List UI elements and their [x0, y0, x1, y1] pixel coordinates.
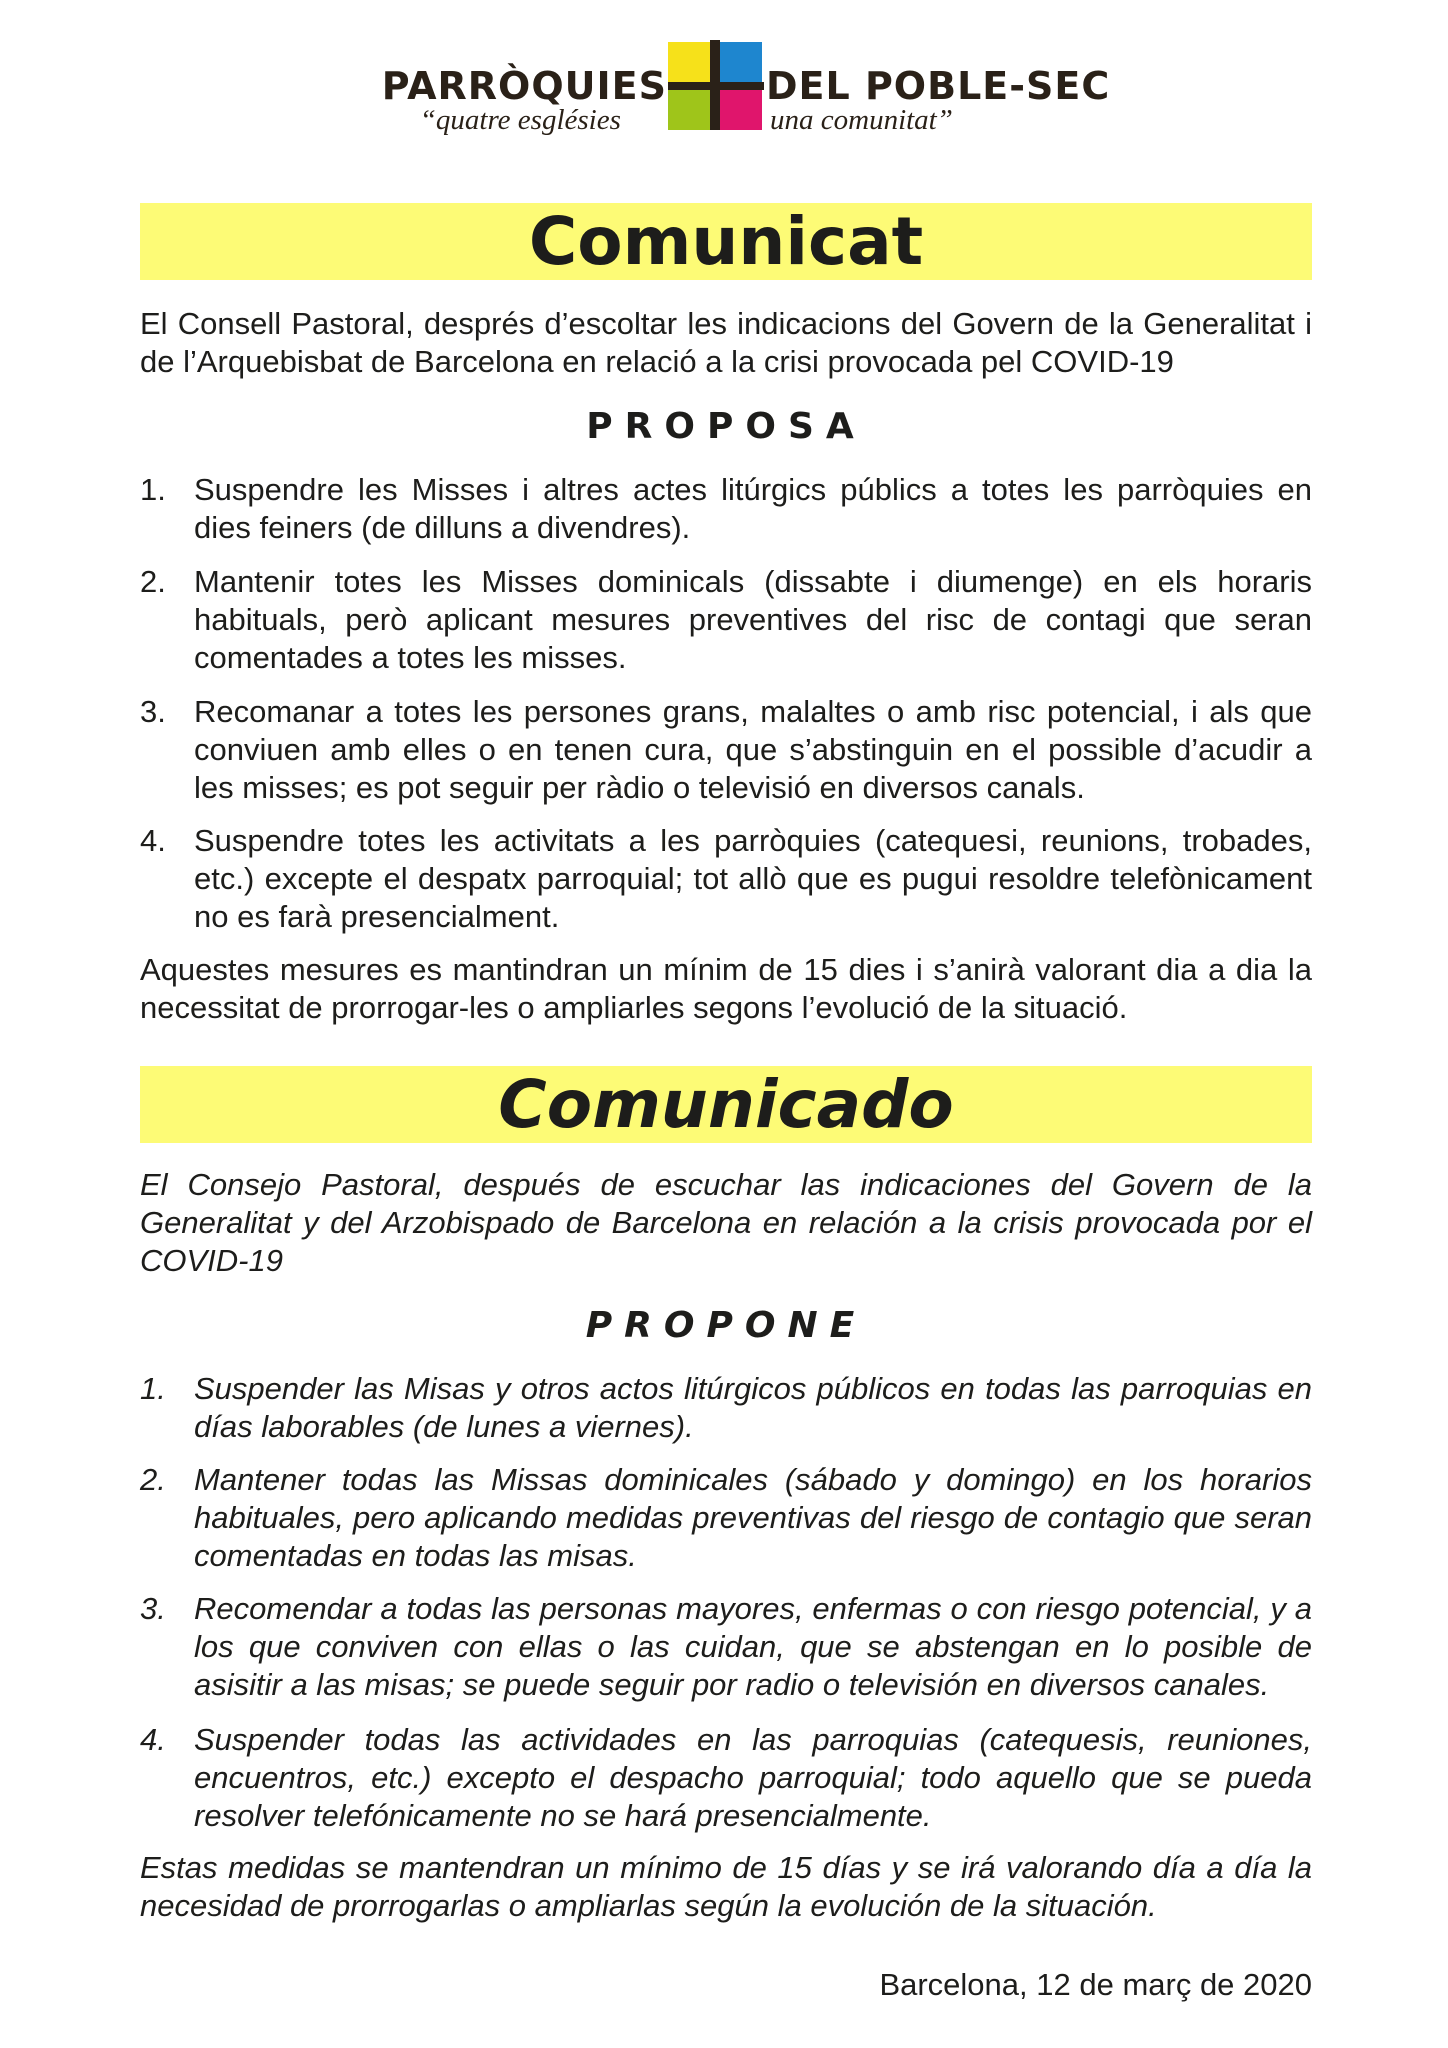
catalan-title: Comunicat	[528, 203, 924, 280]
item-text: Recomanar a totes les persones grans, malaltes o amb risc potencial, i als que conviuen amb elles o en tenen cura, que s’abstinguin en el possible d’acudir a les misses; es pot seguir per ràdio o televisió en diversos canals.	[194, 694, 1312, 805]
logo-blue-square	[720, 42, 762, 82]
cross-horizontal-bar	[668, 82, 764, 90]
logo-green-square	[668, 90, 710, 130]
item-number: 3.	[140, 694, 166, 729]
catalan-closing: Aquestes mesures es mantindran un mínim de 15 dies i s’anirà valorant dia a dia la necessitat de prorrogar-les o ampliarles segons l’evolució de la situació.	[140, 952, 1312, 1025]
catalan-title-banner	[140, 203, 1312, 280]
logo-left-tagline: “quatre esglésies	[419, 104, 621, 136]
spanish-closing: Estas medidas se mantendran un mínimo de 15 días y se irá valorando día a día la necesidad de prorrogarlas o ampliarlas según la evolución de la situación.	[140, 1850, 1312, 1923]
item-number: 2.	[140, 1462, 166, 1497]
catalan-heading: PROPOSA	[586, 406, 866, 447]
dateline: Barcelona, 12 de març de 2020	[879, 1967, 1312, 2002]
logo-right-tagline: una comunitat”	[770, 104, 953, 136]
item-text: Recomendar a todas las personas mayores, enfermas o con riesgo potencial, y a los que conviven con ellas o las cuidan, que se abstengan en lo posible de asisitir a las misas; se puede seguir por radio o televisión en diversos canales.	[194, 1591, 1312, 1702]
item-text: Suspendre totes les activitats a les parròquies (catequesi, reunions, trobades, etc.) excepte el despatx parroquial; tot allò que es pugui resoldre telefònicament no es farà presencialment.	[194, 823, 1312, 934]
spanish-heading: PROPONE	[585, 1305, 867, 1346]
item-number: 3.	[140, 1591, 166, 1626]
item-text: Suspender todas las actividades en las parroquias (catequesis, reuniones, encuentros, etc.) excepto el despacho parroquial; todo aquello que se pueda resolver telefónicamente no se hará presencialmente.	[194, 1722, 1312, 1833]
logo-yellow-square	[668, 42, 710, 82]
logo-right-block	[766, 66, 1110, 134]
item-number: 1.	[140, 472, 166, 507]
item-number: 1.	[140, 1371, 166, 1406]
cross-icon	[668, 40, 764, 130]
logo-magenta-square	[720, 90, 762, 130]
item-number: 2.	[140, 564, 166, 599]
parish-logo	[0, 40, 1448, 140]
spanish-intro: El Consejo Pastoral, después de escuchar las indicaciones del Govern de la Generalitat y del Arzobispado de Barcelona en relación a la crisis provocada por el COVID-19	[140, 1167, 1312, 1278]
item-text: Mantenir totes les Misses dominicals (dissabte i diumenge) en els horaris habituals, però aplicant mesures preventives del risc de contagi que seran comentades a totes les misses.	[194, 564, 1312, 675]
logo-right-word: DEL POBLE-SEC	[766, 64, 1111, 108]
item-text: Suspender las Misas y otros actos litúrgicos públicos en todas las parroquias en días laborables (de lunes a viernes).	[194, 1371, 1312, 1444]
item-number: 4.	[140, 823, 166, 858]
spanish-title-banner	[140, 1066, 1312, 1143]
item-number: 4.	[140, 1722, 166, 1757]
logo-left-block	[382, 66, 667, 134]
logo-left-word: PARRÒQUIES	[381, 64, 667, 108]
catalan-intro: El Consell Pastoral, després d’escoltar les indicacions del Govern de la Generalitat i de l’Arquebisbat de Barcelona en relació a la crisi provocada pel COVID-19	[140, 306, 1312, 379]
item-text: Suspendre les Misses i altres actes litúrgics públics a totes les parròquies en dies feiners (de dilluns a divendres).	[194, 472, 1312, 545]
spanish-title: Comunicado	[498, 1066, 954, 1143]
item-text: Mantener todas las Missas dominicales (sábado y domingo) en los horarios habituales, pero aplicando medidas preventivas del riesgo de contagio que seran comentadas en todas las misas.	[194, 1462, 1312, 1573]
